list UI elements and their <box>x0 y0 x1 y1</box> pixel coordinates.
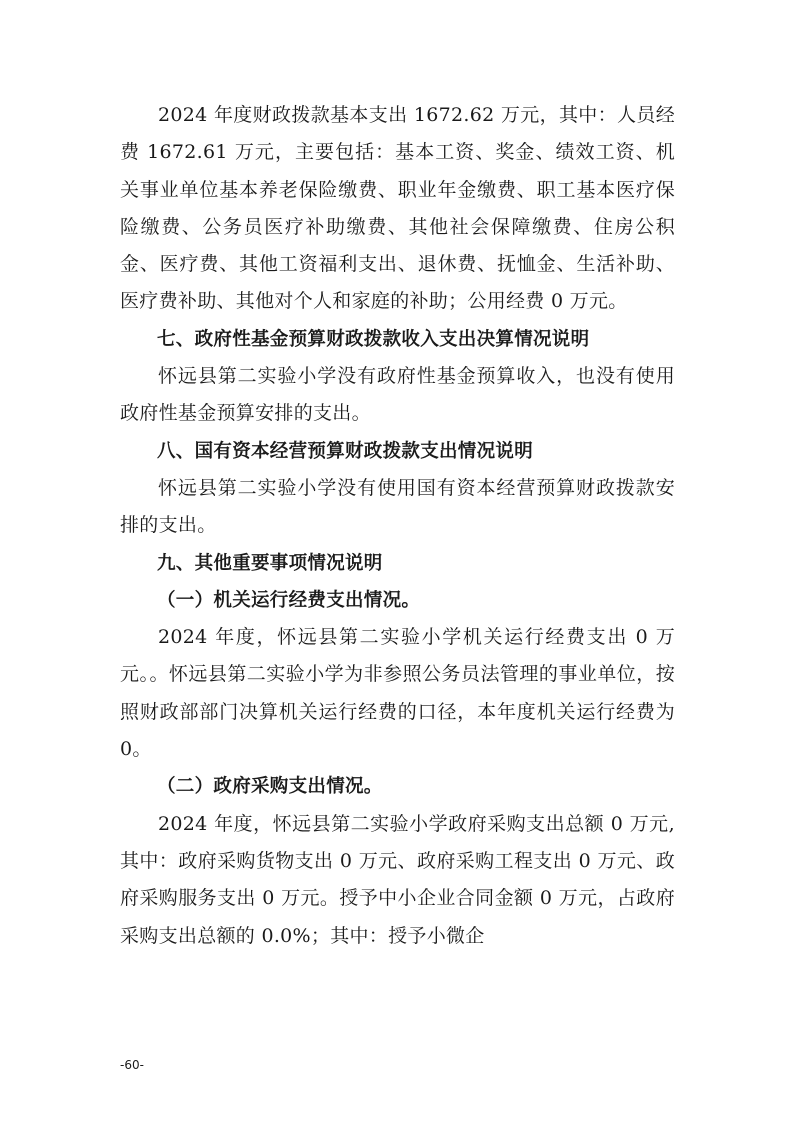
paragraph-government-procurement: 2024 年度，怀远县第二实验小学政府采购支出总额 0 万元,其中：政府采购货物支出 0 万元、政府采购工程支出 0 万元、政府采购服务支出 0 万元。授予中小企业合同金额 0 万元，占政府采购支出总额的 0.0%；其中：授予小微企 <box>120 812 675 947</box>
heading-section-8: 八、国有资本经营预算财政拨款支出情况说明 <box>157 440 534 462</box>
heading-section-7: 七、政府性基金预算财政拨款收入支出决算情况说明 <box>157 328 590 350</box>
paragraph-section-7: 怀远县第二实验小学没有政府性基金预算收入，也没有使用政府性基金预算安排的支出。 <box>120 365 675 425</box>
document-body <box>120 97 675 955</box>
paragraph-basic-expenditure: 2024 年度财政拨款基本支出 1672.62 万元，其中：人员经费 1672.61 万元，主要包括：基本工资、奖金、绩效工资、机关事业单位基本养老保险缴费、职业年金缴费、职工基本医疗保险缴费、公务员医疗补助缴费、其他社会保障缴费、住房公积金、医疗费、其他工资福利支出、退休费、抚恤金、生活补助、医疗费补助、其他对个人和家庭的补助；公用经费 0 万元。 <box>120 104 675 313</box>
subheading-government-procurement: （二）政府采购支出情况。 <box>157 776 383 798</box>
subheading-operating-expenses: （一）机关运行经费支出情况。 <box>157 589 421 611</box>
heading-section-9: 九、其他重要事项情况说明 <box>157 552 383 574</box>
page-number: -60- <box>120 1058 144 1072</box>
paragraph-section-8: 怀远县第二实验小学没有使用国有资本经营预算财政拨款安排的支出。 <box>120 476 675 537</box>
paragraph-operating-expenses: 2024 年度，怀远县第二实验小学机关运行经费支出 0 万元。。怀远县第二实验小学为非参照公务员法管理的事业单位，按照财政部部门决算机关运行经费的口径，本年度机关运行经费为 0。 <box>120 626 675 761</box>
